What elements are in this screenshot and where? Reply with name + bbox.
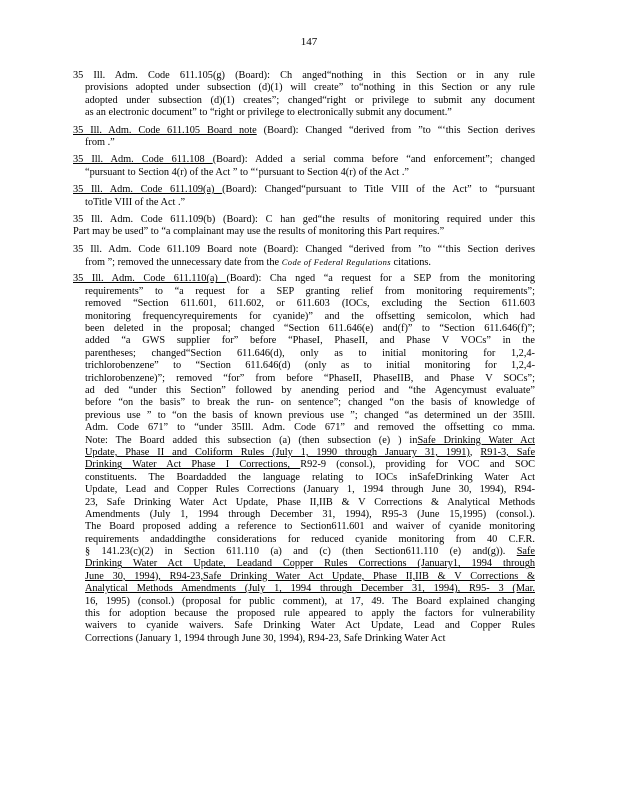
text-segment: (Board): Added a serial comma before “and enforcement”; changed [212,154,535,166]
text-line [73,323,535,335]
text-line [73,107,535,119]
text-line [73,385,535,397]
amendment-entry [73,184,535,209]
text-line [73,184,535,196]
text-line [73,348,535,360]
text-line [73,125,535,137]
text-line [73,95,535,107]
text-line [73,214,535,226]
text-segment: this for adoption because the proposed rule appeared to apply the factors for vulnerability [85,608,535,620]
text-segment: Update, Lead and Copper Rules Corrections (January 1, 1994 through June 30, 1994), R94- [85,484,535,496]
underlined-text: Safe [516,546,535,558]
text-line [73,509,535,521]
text-segment: § 141.23(c)(2) in Section 611.110 (a) and (c) (then Section611.110 (e) and(g)). [85,546,517,558]
text-segment: toTitle VIII of the Act .” [85,196,186,208]
text-segment: waivers to cyanide waivers. Safe Drinking Water Act Update, Lead and Copper Rules [85,620,535,632]
text-segment: , [469,446,481,458]
underlined-text: R91-3, Safe [480,446,536,458]
text-segment: 16, 1995) (consol.) (proposal for public comment), at 17, 49. The Board explained changing [85,595,535,607]
text-line [73,633,535,645]
text-segment: trichlorobenzene” to “Section 611.646(d) (only as to initial monitoring for 1,2,4- [85,360,535,372]
underlined-text: 35 Ill. Adm. Code 611.110(a) [73,273,227,285]
underlined-text: Update, Phase II and Coliform Rules (July 1, 1990 through January 31, 1991) [85,446,470,458]
text-line [73,70,535,82]
underlined-text: Drinking Water Act Update, Leadand Copper Rules Corrections (January1, 1994 through [85,558,535,570]
amendment-entry [73,70,535,120]
text-segment: added “a GWS supplier for” before “PhaseI, PhaseII, and Phase V VOCs” in the [85,335,535,347]
amendment-entry [73,214,535,239]
text-segment: parentheses; changed“Section 611.646(d), only as to initial monitoring for 1,2,4- [85,347,535,359]
text-line [73,244,535,256]
text-segment: (Board): Cha nged “a request for a SEP from the monitoring [226,273,535,285]
text-segment: “pursuant to Section 4(r) of the Act ” to “‘pursuant to Section 4(r) of the Act .” [85,166,409,178]
text-segment: before “on the basis” to break the run- on sentence”; changed “on the basis of knowledge of [85,397,535,409]
text-line [73,521,535,533]
text-line [73,596,535,608]
underlined-text: 35 Ill. Adm. Code 611.109(a) [73,184,223,196]
amendment-entry [73,273,535,645]
text-line [73,256,535,268]
text-segment: from ”; removed the unnecessary date from the [85,257,282,269]
text-line [73,447,535,459]
text-segment: Corrections (January 1, 1994 through June 30, 1994), R94-23, Safe Drinking Water Act [85,632,446,644]
text-segment: R92-9 (consol.), providing for VOC and SOC [300,459,535,471]
text-segment: monitoring frequencyrequirements for cyanide)” and the offsetting semicolon, which had [85,310,535,322]
text-segment: previous use ” to “on the basis of known previous use ”; changed “as determined un der 35Ill. [85,409,535,421]
text-segment: Part may be used” to “a complainant may use the results of monitoring this Part requires.” [73,226,445,238]
text-segment: adopted under subsection (d)(1) creates”; changed“right or privilege to submit any document [85,94,535,106]
text-segment: as an electronic document” to “right or privilege to electronically submit any document.” [85,107,452,119]
underlined-text: Analytical Methods Amendments (July 1, 1994 through December 31, 1994), R95- 3 (Mar. [85,583,535,595]
text-line [73,373,535,385]
underlined-text: 35 Ill. Adm. Code 611.105 Board note [73,124,257,136]
text-line [73,197,535,209]
text-segment: 35 Ill. Adm. Code 611.105(g) (Board): Ch anged“nothing in this Section or in any rule [73,70,535,81]
text-line [73,558,535,570]
text-line [73,154,535,166]
text-line [73,534,535,546]
underlined-text: June 30, 1994), R94-23,Safe Drinking Water Act Update, Phase II,IIB & V Corrections & [85,570,535,582]
text-segment: trichlorobenzene)”; removed “for” from before “PhaseII, PhaseIIB, and Phase V SOCs”; [85,372,535,384]
amendment-entry [73,125,535,150]
text-segment: (Board): Changed“pursuant to Title VIII of the Act” to “pursuant [222,184,535,196]
text-line [73,273,535,285]
text-segment: 35 Ill. Adm. Code 611.109(b) (Board): C han ged“the results of monitoring required under this [73,213,535,225]
text-line [73,335,535,347]
text-segment: removed “Section 611.601, 611.602, or 611.603 (IOCs, excluding the Section 611.603 [85,298,535,310]
text-line [73,422,535,434]
text-line [73,226,535,238]
text-line [73,167,535,179]
text-line [73,459,535,471]
amendment-entries [73,70,535,650]
text-line [73,360,535,372]
text-line [73,571,535,583]
text-segment: requirements” to “a request for a SEP granting relief from monitoring requirements”; [85,285,535,297]
text-segment: (Board): Changed “derived from ”to “‘this Section derives [256,124,535,136]
text-line [73,410,535,422]
text-segment: Amendments (July 1, 1994 through December 31, 1994), R95-3 (June 15,1995) (consol.). [85,508,535,520]
page-number: 147 [300,36,318,48]
text-line [73,608,535,620]
text-line [73,397,535,409]
text-line [73,472,535,484]
text-segment: The Board proposed adding a reference to Section611.601 and waiver of cyanide monitoring [85,521,535,533]
text-line [73,620,535,632]
text-segment: from .” [85,136,115,148]
text-line [73,298,535,310]
text-line [73,435,535,447]
text-line [73,497,535,509]
text-segment: ad ded “under this Section” followed by anending period and “the Agencymust evaluate” [85,384,535,396]
text-segment: Adm. Code 671” to “under 35Ill. Adm. Code 671” and removed the offsetting co mma. [85,422,535,434]
text-line [73,546,535,558]
amendment-entry [73,154,535,179]
underlined-text: Drinking Water Act Phase I Corrections, [85,459,301,471]
text-line [73,583,535,595]
text-segment: citations. [390,257,432,269]
amendment-entry [73,244,535,269]
text-segment: been deleted in the proposal; changed “Section 611.646(e) and(f)” to “Section 611.646(f)”; [85,323,535,335]
text-segment: constituents. The Boardadded the language relating to IOCs inSafeDrinking Water Act [85,471,535,483]
text-line [73,286,535,298]
text-line [73,311,535,323]
text-line [73,484,535,496]
text-segment: requirements andaddingthe considerations for reduced cyanide monitoring from 40 C.F.R. [85,533,535,545]
text-segment: provisions adopted under subsection (d)(1) will create” to“nothing in this Section or any rule [85,82,535,94]
text-segment: 35 Ill. Adm. Code 611.109 Board note (Board): Changed “derived from ”to “‘this Section derives [73,243,535,255]
underlined-text: 35 Ill. Adm. Code 611.108 [73,154,213,166]
text-line [73,82,535,94]
text-segment: Note: The Board added this subsection (a) (then subsection (e) ) in [85,434,418,446]
underlined-text: Safe Drinking Water Act [417,434,535,446]
text-line [73,137,535,149]
italic-text: Code of Federal Regulations [281,257,391,268]
text-segment: 23, Safe Drinking Water Act Update, Phase II,IIB & V Corrections & Analytical Methods [85,496,535,508]
